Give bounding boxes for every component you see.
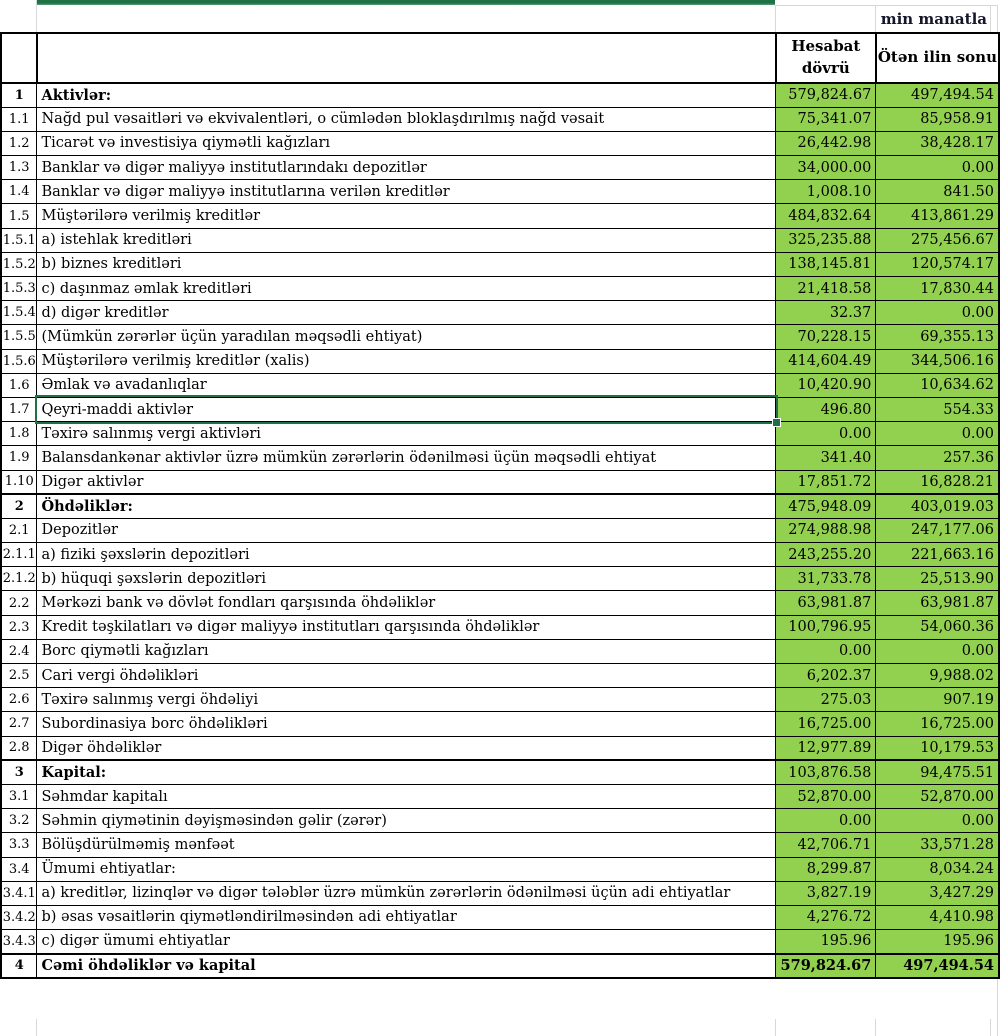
row-id-cell[interactable]: 3.1 (1, 784, 37, 808)
row-label-cell[interactable]: Müştərilərə verilmiş kreditlər (xalis) (37, 349, 776, 373)
current-period-cell[interactable]: 484,832.64 (776, 204, 876, 228)
table-row (1, 204, 999, 228)
row-label-cell[interactable]: b) hüquqi şəxslərin depozitləri (37, 567, 776, 591)
table-row (1, 180, 999, 204)
table-row (1, 494, 999, 518)
row-label-cell[interactable]: a) kreditlər, lizinqlər və digər tələblər üzrə mümkün zərərlərin ödənilməsi üçün adi ehtiyatlar (37, 881, 776, 905)
row-id-cell[interactable]: 2.6 (1, 688, 37, 712)
row-label-cell[interactable]: Ümumi ehtiyatlar: (37, 857, 776, 881)
table-row (1, 930, 999, 954)
row-id-cell[interactable]: 2 (1, 494, 37, 518)
table-row (1, 131, 999, 155)
row-id-cell[interactable]: 2.8 (1, 736, 37, 760)
header-previous-period-cell[interactable]: Ötən ilin sonu (876, 33, 999, 83)
row-id-cell[interactable]: 2.1.1 (1, 543, 37, 567)
row-id-cell[interactable]: 1.3 (1, 156, 37, 180)
current-period-cell[interactable]: 275.03 (776, 688, 876, 712)
top-accent-bar (37, 0, 775, 5)
table-row (1, 591, 999, 615)
current-period-cell[interactable]: 579,824.67 (776, 954, 876, 978)
current-period-cell[interactable]: 0.00 (776, 809, 876, 833)
row-label-cell[interactable]: (Mümkün zərərlər üçün yaradılan məqsədli ehtiyat) (37, 325, 776, 349)
previous-period-cell[interactable]: 52,870.00 (876, 784, 999, 808)
table-row (1, 784, 999, 808)
table-row (1, 543, 999, 567)
table-row (1, 301, 999, 325)
table-row (1, 954, 999, 978)
current-period-cell[interactable]: 8,299.87 (776, 857, 876, 881)
row-label-cell[interactable]: Əmlak və avadanlıqlar (37, 373, 776, 397)
row-label-cell[interactable]: b) əsas vəsaitlərin qiymətləndirilməsindən adi ehtiyatlar (37, 905, 776, 929)
row-id-cell[interactable]: 3.4.1 (1, 881, 37, 905)
row-id-cell[interactable]: 1.5.4 (1, 301, 37, 325)
gridline (990, 5, 991, 32)
table-row (1, 325, 999, 349)
previous-period-cell[interactable]: 907.19 (876, 688, 999, 712)
gridline (775, 5, 997, 6)
current-period-cell[interactable]: 75,341.07 (776, 107, 876, 131)
table-row (1, 712, 999, 736)
row-id-cell[interactable]: 1 (1, 83, 37, 107)
current-period-cell[interactable]: 1,008.10 (776, 180, 876, 204)
header-description-cell[interactable] (37, 33, 776, 83)
row-label-cell[interactable]: Təxirə salınmış vergi aktivləri (37, 422, 776, 446)
previous-period-cell[interactable]: 554.33 (876, 397, 999, 421)
table-row (1, 639, 999, 663)
row-label-cell[interactable]: Ticarət və investisiya qiymətli kağızları (37, 131, 776, 155)
row-label-cell[interactable]: Banklar və digər maliyyə institutlarındakı depozitlər (37, 156, 776, 180)
table-row (1, 277, 999, 301)
table-row (1, 567, 999, 591)
table-row (1, 83, 999, 107)
row-label-cell[interactable]: Cəmi öhdəliklər və kapital (37, 954, 776, 978)
previous-period-cell[interactable]: 10,179.53 (876, 736, 999, 760)
row-label-cell[interactable]: Aktivlər: (37, 83, 776, 107)
previous-period-cell[interactable]: 120,574.17 (876, 252, 999, 276)
previous-period-cell[interactable]: 0.00 (876, 156, 999, 180)
gridline (775, 1019, 776, 1036)
row-label-cell[interactable]: c) daşınmaz əmlak kreditləri (37, 277, 776, 301)
row-id-cell[interactable]: 2.1 (1, 518, 37, 542)
header-row (1, 33, 999, 83)
row-id-cell[interactable]: 3.3 (1, 833, 37, 857)
gridline (875, 5, 876, 32)
previous-period-cell[interactable]: 10,634.62 (876, 373, 999, 397)
row-id-cell[interactable]: 1.7 (1, 397, 37, 421)
table-row (1, 688, 999, 712)
previous-period-cell[interactable]: 344,506.16 (876, 349, 999, 373)
row-id-cell[interactable]: 3.4.3 (1, 930, 37, 954)
current-period-cell[interactable]: 34,000.00 (776, 156, 876, 180)
current-period-cell[interactable]: 52,870.00 (776, 784, 876, 808)
row-label-cell[interactable]: Qeyri-maddi aktivlər (37, 397, 776, 421)
current-period-cell[interactable]: 138,145.81 (776, 252, 876, 276)
current-period-cell[interactable]: 274,988.98 (776, 518, 876, 542)
current-period-cell[interactable]: 63,981.87 (776, 591, 876, 615)
row-label-cell[interactable]: Mərkəzi bank və dövlət fondları qarşısında öhdəliklər (37, 591, 776, 615)
balance-sheet-table (0, 32, 1000, 979)
table-row (1, 349, 999, 373)
previous-period-cell[interactable]: 4,410.98 (876, 905, 999, 929)
table-row (1, 252, 999, 276)
previous-period-cell[interactable]: 33,571.28 (876, 833, 999, 857)
table-row (1, 881, 999, 905)
row-label-cell[interactable]: Bölüşdürülməmiş mənfəət (37, 833, 776, 857)
previous-period-cell[interactable]: 275,456.67 (876, 228, 999, 252)
previous-period-cell[interactable]: 38,428.17 (876, 131, 999, 155)
current-period-cell[interactable]: 103,876.58 (776, 760, 876, 784)
previous-period-cell[interactable]: 25,513.90 (876, 567, 999, 591)
row-label-cell[interactable]: Öhdəliklər: (37, 494, 776, 518)
current-period-cell[interactable]: 42,706.71 (776, 833, 876, 857)
row-id-cell[interactable]: 1.5.1 (1, 228, 37, 252)
row-label-cell[interactable]: Borc qiymətli kağızları (37, 639, 776, 663)
table-row (1, 833, 999, 857)
previous-period-cell[interactable]: 841.50 (876, 180, 999, 204)
row-id-cell[interactable]: 1.5.2 (1, 252, 37, 276)
row-label-cell[interactable]: Digər aktivlər (37, 470, 776, 494)
current-period-cell[interactable]: 21,418.58 (776, 277, 876, 301)
previous-period-cell[interactable]: 16,725.00 (876, 712, 999, 736)
current-period-cell[interactable]: 579,824.67 (776, 83, 876, 107)
previous-period-cell[interactable]: 3,427.29 (876, 881, 999, 905)
row-id-cell[interactable]: 3 (1, 760, 37, 784)
row-label-cell[interactable]: Təxirə salınmış vergi öhdəliyi (37, 688, 776, 712)
row-label-cell[interactable]: Müştərilərə verilmiş kreditlər (37, 204, 776, 228)
previous-period-cell[interactable]: 221,663.16 (876, 543, 999, 567)
row-id-cell[interactable]: 2.4 (1, 639, 37, 663)
previous-period-cell[interactable]: 17,830.44 (876, 277, 999, 301)
row-id-cell[interactable]: 3.4.2 (1, 905, 37, 929)
row-label-cell[interactable]: Kredit təşkilatları və digər maliyyə institutları qarşısında öhdəliklər (37, 615, 776, 639)
row-label-cell[interactable]: a) fiziki şəxslərin depozitləri (37, 543, 776, 567)
header-id-cell[interactable] (1, 33, 37, 83)
previous-period-cell[interactable]: 0.00 (876, 639, 999, 663)
current-period-cell[interactable]: 475,948.09 (776, 494, 876, 518)
row-label-cell[interactable]: b) biznes kreditləri (37, 252, 776, 276)
unit-label: min manatla (880, 10, 987, 28)
row-id-cell[interactable]: 1.6 (1, 373, 37, 397)
current-period-cell[interactable]: 6,202.37 (776, 664, 876, 688)
current-period-cell[interactable]: 70,228.15 (776, 325, 876, 349)
row-label-cell[interactable]: d) digər kreditlər (37, 301, 776, 325)
previous-period-cell[interactable]: 257.36 (876, 446, 999, 470)
row-label-cell[interactable]: Səhmin qiymətinin dəyişməsindən gəlir (zərər) (37, 809, 776, 833)
table-row (1, 470, 999, 494)
table-row (1, 905, 999, 929)
header-current-period-line1: Hesabat (791, 37, 861, 56)
row-id-cell[interactable]: 2.1.2 (1, 567, 37, 591)
table-row (1, 760, 999, 784)
current-period-cell[interactable]: 243,255.20 (776, 543, 876, 567)
row-label-cell[interactable]: Səhmdar kapitalı (37, 784, 776, 808)
row-id-cell[interactable]: 1.5.6 (1, 349, 37, 373)
table-row (1, 809, 999, 833)
current-period-cell[interactable]: 32.37 (776, 301, 876, 325)
table-row (1, 664, 999, 688)
row-id-cell[interactable]: 2.7 (1, 712, 37, 736)
header-current-period-cell[interactable] (776, 33, 876, 83)
table-row (1, 518, 999, 542)
row-label-cell[interactable]: a) istehlak kreditləri (37, 228, 776, 252)
row-id-cell[interactable]: 1.4 (1, 180, 37, 204)
row-id-cell[interactable]: 1.1 (1, 107, 37, 131)
table-row (1, 857, 999, 881)
row-label-cell[interactable]: Depozitlər (37, 518, 776, 542)
gridline (875, 1019, 876, 1036)
current-period-cell[interactable]: 31,733.78 (776, 567, 876, 591)
row-id-cell[interactable]: 1.10 (1, 470, 37, 494)
table-row (1, 736, 999, 760)
row-label-cell[interactable]: Digər öhdəliklər (37, 736, 776, 760)
current-period-cell[interactable]: 325,235.88 (776, 228, 876, 252)
table-row (1, 373, 999, 397)
gridline (36, 1019, 37, 1036)
row-id-cell[interactable]: 1.5.3 (1, 277, 37, 301)
current-period-cell[interactable]: 4,276.72 (776, 905, 876, 929)
current-period-cell[interactable]: 341.40 (776, 446, 876, 470)
previous-period-cell[interactable]: 247,177.06 (876, 518, 999, 542)
previous-period-cell[interactable]: 0.00 (876, 301, 999, 325)
table-row (1, 228, 999, 252)
current-period-cell[interactable]: 10,420.90 (776, 373, 876, 397)
previous-period-cell[interactable]: 403,019.03 (876, 494, 999, 518)
row-label-cell[interactable]: Subordinasiya borc öhdəlikləri (37, 712, 776, 736)
row-label-cell[interactable]: Cari vergi öhdəlikləri (37, 664, 776, 688)
current-period-cell[interactable]: 414,604.49 (776, 349, 876, 373)
table-row (1, 397, 999, 421)
current-period-cell[interactable]: 12,977.89 (776, 736, 876, 760)
previous-period-cell[interactable]: 0.00 (876, 809, 999, 833)
previous-period-cell[interactable]: 9,988.02 (876, 664, 999, 688)
previous-period-cell[interactable]: 94,475.51 (876, 760, 999, 784)
row-id-cell[interactable]: 3.4 (1, 857, 37, 881)
row-id-cell[interactable]: 2.3 (1, 615, 37, 639)
previous-period-cell[interactable]: 16,828.21 (876, 470, 999, 494)
row-label-cell[interactable]: Nağd pul vəsaitləri və ekvivalentləri, o cümlədən bloklaşdırılmış nağd vəsait (37, 107, 776, 131)
previous-period-cell[interactable]: 85,958.91 (876, 107, 999, 131)
row-id-cell[interactable]: 1.9 (1, 446, 37, 470)
previous-period-cell[interactable]: 195.96 (876, 930, 999, 954)
table-row (1, 422, 999, 446)
row-id-cell[interactable]: 2.5 (1, 664, 37, 688)
gridline (36, 0, 37, 32)
header-current-period-line2: dövrü (801, 59, 850, 77)
row-id-cell[interactable]: 1.5 (1, 204, 37, 228)
row-id-cell[interactable]: 1.2 (1, 131, 37, 155)
row-id-cell[interactable]: 3.2 (1, 809, 37, 833)
current-period-cell[interactable]: 0.00 (776, 422, 876, 446)
row-id-cell[interactable]: 4 (1, 954, 37, 978)
previous-period-cell[interactable]: 69,355.13 (876, 325, 999, 349)
current-period-cell[interactable]: 195.96 (776, 930, 876, 954)
current-period-cell[interactable]: 496.80 (776, 397, 876, 421)
previous-period-cell[interactable]: 413,861.29 (876, 204, 999, 228)
row-label-cell[interactable]: Banklar və digər maliyyə institutlarına verilən kreditlər (37, 180, 776, 204)
row-label-cell[interactable]: Balansdankənar aktivlər üzrə mümkün zərərlərin ödənilməsi üçün məqsədli ehtiyat (37, 446, 776, 470)
previous-period-cell[interactable]: 63,981.87 (876, 591, 999, 615)
previous-period-cell[interactable]: 8,034.24 (876, 857, 999, 881)
gridline (990, 1019, 991, 1036)
previous-period-cell[interactable]: 497,494.54 (876, 83, 999, 107)
table-row (1, 615, 999, 639)
table-row (1, 446, 999, 470)
previous-period-cell[interactable]: 0.00 (876, 422, 999, 446)
table-row (1, 156, 999, 180)
previous-period-cell[interactable]: 497,494.54 (876, 954, 999, 978)
current-period-cell[interactable]: 0.00 (776, 639, 876, 663)
gridline (775, 5, 776, 32)
row-label-cell[interactable]: Kapital: (37, 760, 776, 784)
current-period-cell[interactable]: 17,851.72 (776, 470, 876, 494)
previous-period-cell[interactable]: 54,060.36 (876, 615, 999, 639)
row-id-cell[interactable]: 2.2 (1, 591, 37, 615)
row-label-cell[interactable]: c) digər ümumi ehtiyatlar (37, 930, 776, 954)
current-period-cell[interactable]: 26,442.98 (776, 131, 876, 155)
row-id-cell[interactable]: 1.5.5 (1, 325, 37, 349)
current-period-cell[interactable]: 16,725.00 (776, 712, 876, 736)
current-period-cell[interactable]: 100,796.95 (776, 615, 876, 639)
table-row (1, 107, 999, 131)
current-period-cell[interactable]: 3,827.19 (776, 881, 876, 905)
row-id-cell[interactable]: 1.8 (1, 422, 37, 446)
